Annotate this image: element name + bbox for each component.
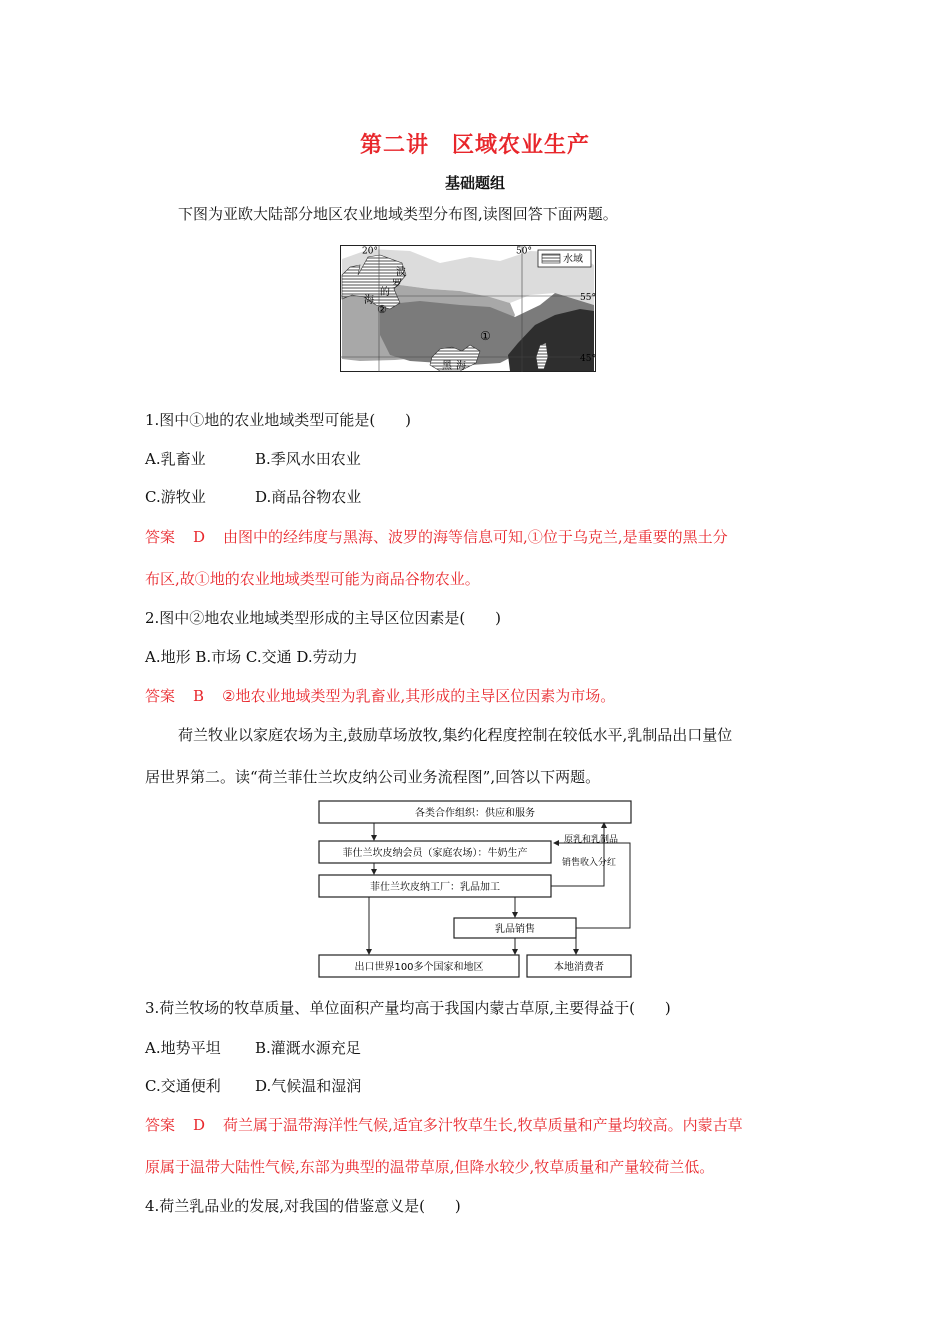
baltic-label-2: 罗 <box>392 279 402 290</box>
answer-label: 答案 <box>145 687 176 705</box>
answer-2 <box>145 686 810 706</box>
lon-label-50: 50° <box>516 246 532 257</box>
flow-box-sales: 乳品销售 <box>495 924 535 935</box>
q3-option-a[interactable]: A.地势平坦 <box>145 1039 221 1057</box>
q1-option-d[interactable]: D.商品谷物农业 <box>255 488 362 506</box>
intro-paragraph-2: 荷兰牧业以家庭农场为主,鼓励草场放牧,集约化程度控制在较低水平,乳制品出口量位 <box>178 726 733 744</box>
region-2-marker: ② <box>377 303 387 316</box>
q3-option-c[interactable]: C.交通便利 <box>145 1077 221 1095</box>
flow-box-local: 本地消费者 <box>554 962 604 973</box>
lon-label-20: 20° <box>362 246 378 257</box>
business-flowchart <box>314 798 636 980</box>
answer-3 <box>145 1115 810 1135</box>
flow-label-milk: 原乳和乳制品 <box>564 835 619 845</box>
black-sea-label-2: 海 <box>456 361 466 372</box>
answer-3-continued: 原属于温带大陆性气候,东部为典型的温带草原,但降水较少,牧草质量和产量较荷兰低。 <box>145 1158 715 1176</box>
answer-explanation: 荷兰属于温带海洋性气候,适宜多汁牧草生长,牧草质量和产量均较高。内蒙古草 <box>223 1116 743 1134</box>
black-sea-label-1: 黑 <box>442 361 452 372</box>
question-4-stem: 4.荷兰乳品业的发展,对我国的借鉴意义是( ) <box>145 1197 461 1215</box>
question-1-options-row-1 <box>145 449 810 469</box>
answer-explanation: ②地农业地域类型为乳畜业,其形成的主导区位因素为市场。 <box>222 687 616 705</box>
question-3-options-row-2 <box>145 1076 810 1096</box>
question-3-options-row-1 <box>145 1038 810 1058</box>
answer-1-continued: 布区,故①地的农业地域类型可能为商品谷物农业。 <box>145 570 480 588</box>
flow-label-dividend: 销售收入分红 <box>562 858 617 868</box>
flow-box-factory: 菲仕兰坎皮纳工厂：乳品加工 <box>370 882 500 893</box>
baltic-label-3: 的 <box>380 287 390 298</box>
answer-explanation: 由图中的经纬度与黑海、波罗的海等信息可知,①位于乌克兰,是重要的黑土分 <box>223 528 728 546</box>
q3-option-b[interactable]: B.灌溉水源充足 <box>255 1039 361 1057</box>
q1-option-b[interactable]: B.季风水田农业 <box>255 450 361 468</box>
answer-label: 答案 <box>145 1116 176 1134</box>
question-2-options: A.地形 B.市场 C.交通 D.劳动力 <box>145 648 358 666</box>
lat-label-45: 45° <box>580 354 596 364</box>
answer-key: D <box>193 528 206 546</box>
flow-box-members: 菲仕兰坎皮纳会员（家庭农场）：牛奶生产 <box>342 848 528 859</box>
answer-key: D <box>193 1116 206 1134</box>
baltic-label-1: 波 <box>396 267 406 278</box>
question-1-options-row-2 <box>145 487 810 507</box>
region-1-marker: ① <box>480 329 491 343</box>
flow-box-export: 出口世界100多个国家和地区 <box>354 962 484 973</box>
q1-option-a[interactable]: A.乳畜业 <box>145 450 206 468</box>
baltic-label-4: 海 <box>364 295 374 306</box>
page-title: 第二讲 区域农业生产 <box>359 133 590 158</box>
intro-paragraph-1: 下图为亚欧大陆部分地区农业地域类型分布图,读图回答下面两题。 <box>178 205 618 223</box>
question-3-stem: 3.荷兰牧场的牧草质量、单位面积产量均高于我国内蒙古草原,主要得益于( ) <box>145 999 671 1017</box>
question-2-stem: 2.图中②地农业地域类型形成的主导区位因素是( ) <box>145 609 502 627</box>
answer-1 <box>145 527 810 547</box>
answer-key: B <box>193 687 205 705</box>
agriculture-region-map <box>340 245 596 372</box>
intro-paragraph-2-continued: 居世界第二。读“荷兰菲仕兰坎皮纳公司业务流程图”,回答以下两题。 <box>145 768 601 786</box>
lat-label-55: 55° <box>580 293 596 303</box>
q3-option-d[interactable]: D.气候温和湿润 <box>255 1077 362 1095</box>
legend-water-label: 水域 <box>563 254 583 265</box>
answer-label: 答案 <box>145 528 176 546</box>
flow-box-cooperatives: 各类合作组织：供应和服务 <box>415 808 535 819</box>
question-1-stem: 1.图中①地的农业地域类型可能是( ) <box>145 411 412 429</box>
section-heading: 基础题组 <box>444 174 505 192</box>
q1-option-c[interactable]: C.游牧业 <box>145 488 206 506</box>
